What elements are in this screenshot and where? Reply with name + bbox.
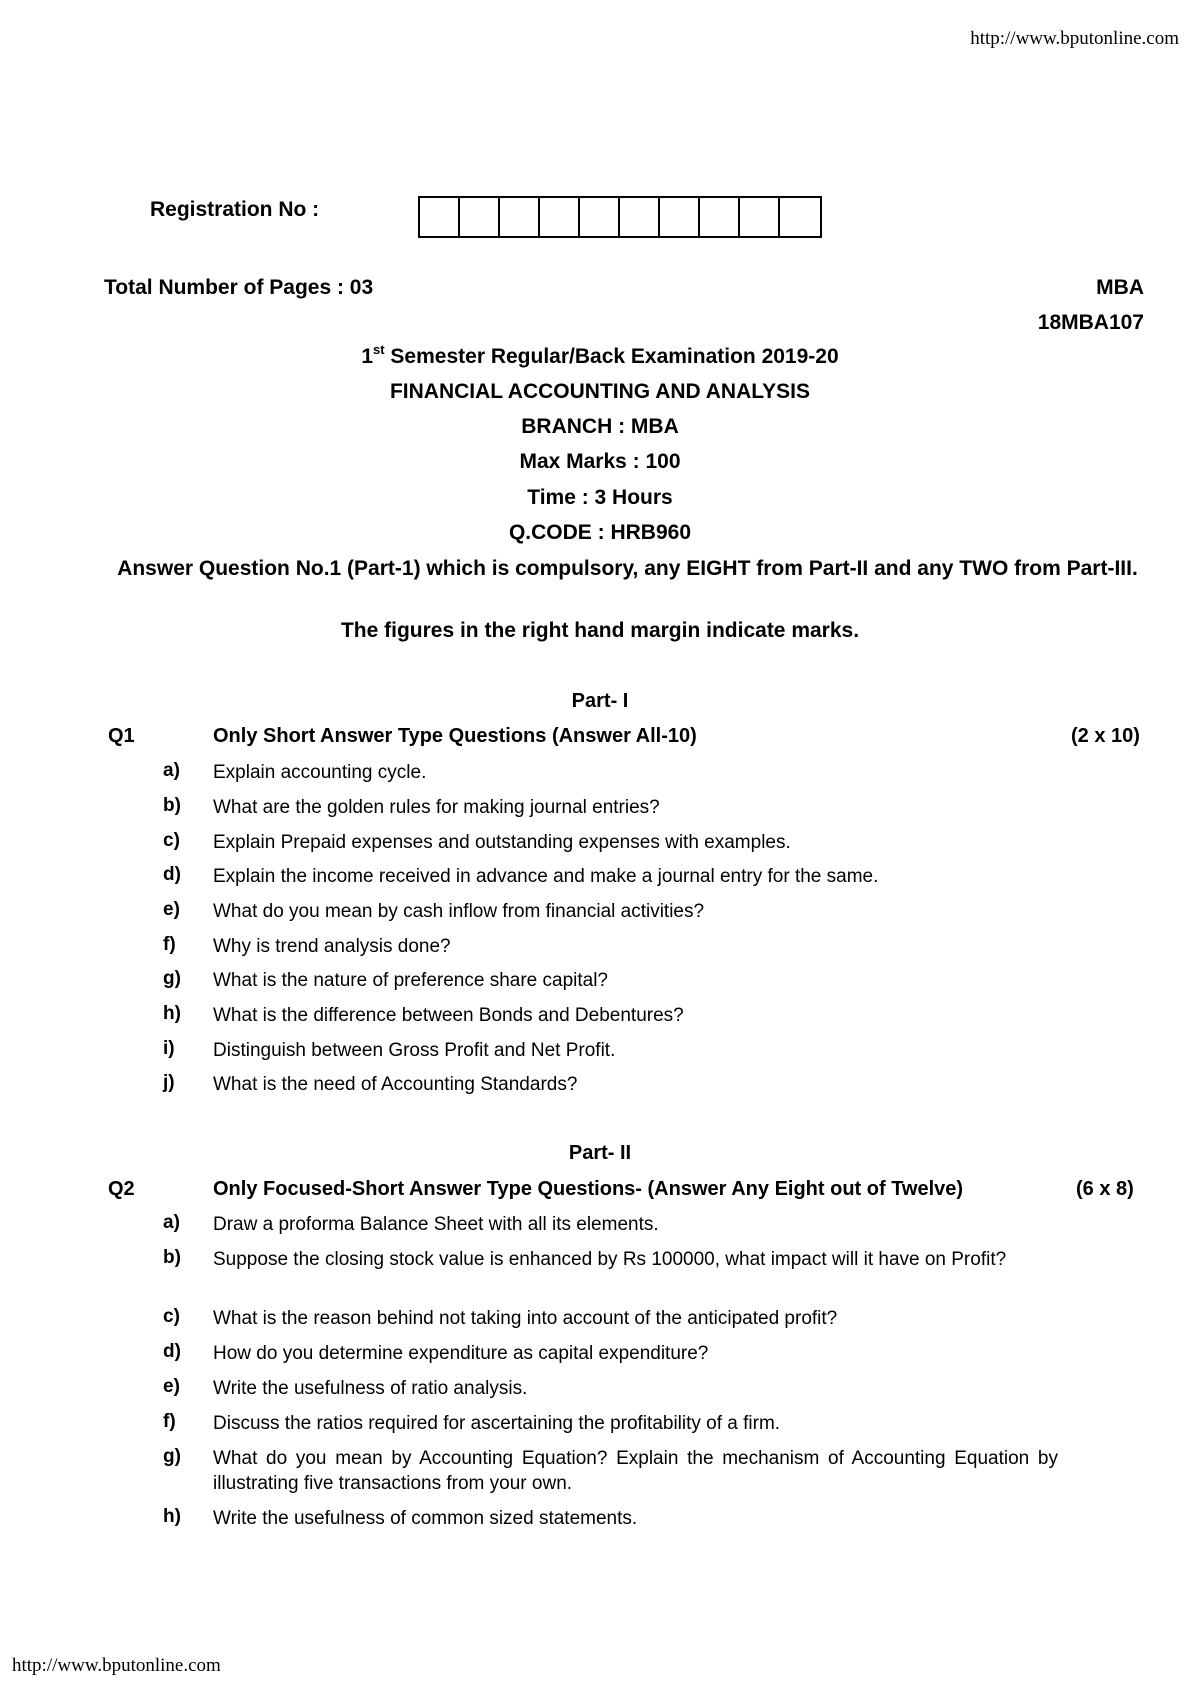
question-item-text: Why is trend analysis done? <box>213 936 451 957</box>
question-item-text: Explain accounting cycle. <box>213 762 427 783</box>
question-item-text: What is the reason behind not taking into account of the anticipated profit? <box>213 1308 838 1329</box>
question-item-text: Draw a proforma Balance Sheet with all its elements. <box>213 1214 659 1235</box>
question-item-text: Write the usefulness of ratio analysis. <box>213 1378 528 1399</box>
registration-digit-box[interactable] <box>780 198 820 236</box>
registration-label: Registration No : <box>150 198 320 221</box>
question-item-label: f) <box>163 934 176 955</box>
course-code: 18MBA107 <box>1037 311 1144 334</box>
program: MBA <box>1096 276 1144 299</box>
question-item-label: b) <box>163 1247 181 1268</box>
question-item-label: g) <box>163 968 181 989</box>
branch: BRANCH : MBA <box>521 415 679 438</box>
registration-digit-box[interactable] <box>420 198 460 236</box>
marks-note: The figures in the right hand margin indicate marks. <box>340 619 860 642</box>
max-marks: Max Marks : 100 <box>519 450 681 473</box>
part1-title: Part- I <box>571 690 629 712</box>
question-item-label: g) <box>163 1446 181 1467</box>
q1-heading: Only Short Answer Type Questions (Answer All-10) <box>213 725 697 747</box>
question-item-text: What is the need of Accounting Standards? <box>213 1074 578 1095</box>
total-pages: Total Number of Pages : 03 <box>104 276 374 299</box>
question-item-label: c) <box>163 1306 180 1327</box>
registration-digit-box[interactable] <box>660 198 700 236</box>
registration-digit-box[interactable] <box>580 198 620 236</box>
question-item-text: What do you mean by Accounting Equation? Explain the mechanism of Accounting Equation by illustrating five transactions from your own. <box>213 1448 1058 1494</box>
instructions: Answer Question No.1 (Part-1) which is compulsory, any EIGHT from Part-II and any TWO from Part-III. <box>117 557 1138 580</box>
question-item-label: e) <box>163 899 180 920</box>
question-item-label: h) <box>163 1506 181 1527</box>
registration-digit-box[interactable] <box>460 198 500 236</box>
subject-title: FINANCIAL ACCOUNTING AND ANALYSIS <box>389 380 810 403</box>
registration-digit-box[interactable] <box>500 198 540 236</box>
question-item-label: a) <box>163 760 180 781</box>
q2-marks: (6 x 8) <box>1076 1178 1134 1200</box>
semester-number: 1 <box>361 345 374 368</box>
question-item-label: d) <box>163 864 181 885</box>
question-item-text: Explain the income received in advance and make a journal entry for the same. <box>213 866 879 887</box>
question-item-text: What is the nature of preference share capital? <box>213 970 609 991</box>
question-item-text: What do you mean by cash inflow from financial activities? <box>213 901 705 922</box>
part2-title: Part- II <box>568 1142 632 1164</box>
question-item-label: h) <box>163 1003 181 1024</box>
semester-text: Semester Regular/Back Examination 2019-20 <box>384 345 839 368</box>
question-item-text: Suppose the closing stock value is enhanced by Rs 100000, what impact will it have on Profit? <box>213 1249 1007 1270</box>
question-item-text: Explain Prepaid expenses and outstanding expenses with examples. <box>213 832 791 853</box>
q2-number: Q2 <box>108 1178 135 1200</box>
question-item-text: What is the difference between Bonds and Debentures? <box>213 1005 684 1026</box>
question-item-label: e) <box>163 1376 180 1397</box>
registration-digit-box[interactable] <box>540 198 580 236</box>
question-item-label: i) <box>163 1038 175 1059</box>
question-item-label: a) <box>163 1212 180 1233</box>
registration-digit-box[interactable] <box>620 198 660 236</box>
exam-time: Time : 3 Hours <box>527 486 673 509</box>
question-item-label: d) <box>163 1341 181 1362</box>
q2-heading: Only Focused-Short Answer Type Questions- (Answer Any Eight out of Twelve) <box>213 1178 964 1200</box>
registration-digit-box[interactable] <box>700 198 740 236</box>
question-code: Q.CODE : HRB960 <box>508 521 692 544</box>
question-item-label: f) <box>163 1411 176 1432</box>
question-item-text: What are the golden rules for making journal entries? <box>213 797 660 818</box>
question-item-text: Discuss the ratios required for ascertaining the profitability of a firm. <box>213 1413 781 1434</box>
question-item-text: Write the usefulness of common sized statements. <box>213 1508 638 1529</box>
registration-digit-box[interactable] <box>740 198 780 236</box>
semester-line <box>0 342 1200 369</box>
question-item-text: How do you determine expenditure as capital expenditure? <box>213 1343 709 1364</box>
header-url: http://www.bputonline.com <box>970 28 1179 49</box>
question-item-label: j) <box>163 1072 175 1093</box>
footer-url: http://www.bputonline.com <box>12 1655 221 1676</box>
question-item-label: b) <box>163 795 181 816</box>
question-item-label: c) <box>163 830 180 851</box>
semester-suffix: st <box>373 342 385 357</box>
registration-number-boxes <box>418 196 822 238</box>
q1-number: Q1 <box>108 725 135 747</box>
question-item-text: Distinguish between Gross Profit and Net Profit. <box>213 1040 616 1061</box>
q1-marks: (2 x 10) <box>1071 725 1140 747</box>
